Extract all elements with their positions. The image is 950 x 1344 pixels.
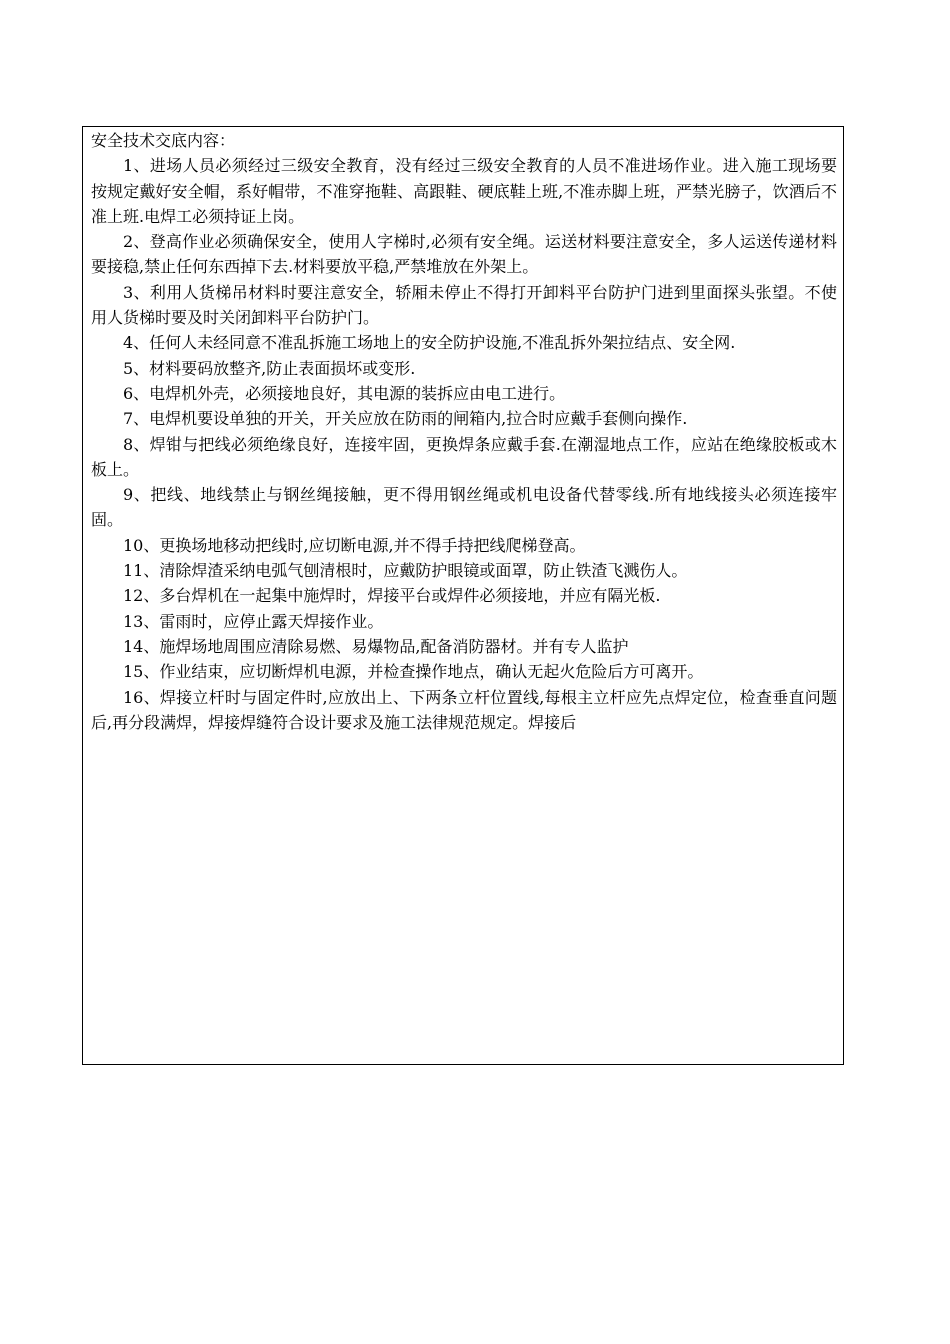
rule-item-12: 12、多台焊机在一起集中施焊时，焊接平台或焊件必须接地，并应有隔光板. xyxy=(123,586,661,606)
rule-item-1: 1、进场人员必须经过三级安全教育，没有经过三级安全教育的人员不准进场作业。进入施工现场要按规定戴好安全帽，系好帽带，不准穿拖鞋、高跟鞋、硬底鞋上班,不准赤脚上班，严禁光膀子，饮酒后不准上班.电焊工必须持证上岗。 xyxy=(91,156,837,226)
rule-item-10: 10、更换场地移动把线时,应切断电源,并不得手持把线爬梯登高。 xyxy=(123,535,586,555)
rule-item-5: 5、材料要码放整齐,防止表面损坏或变形. xyxy=(123,358,416,378)
safety-disclosure-content xyxy=(91,128,837,735)
content-heading: 安全技术交底内容： xyxy=(91,131,236,150)
rule-item-2: 2、登高作业必须确保安全，使用人字梯时,必须有安全绳。运送材料要注意安全，多人运送传递材料要接稳,禁止任何东西掉下去.材料要放平稳,严禁堆放在外架上。 xyxy=(91,232,837,277)
rule-item-7: 7、电焊机要设单独的开关，开关应放在防雨的闸箱内,拉合时应戴手套侧向操作. xyxy=(123,409,688,429)
safety-disclosure-box xyxy=(82,126,844,1065)
rule-item-15: 15、作业结束，应切断焊机电源，并检查操作地点，确认无起火危险后方可离开。 xyxy=(123,662,704,682)
rule-item-16: 16、焊接立杆时与固定件时,应放出上、下两条立杆位置线,每根主立杆应先点焊定位，检查垂直问题后,再分段满焊，焊接焊缝符合设计要求及施工法律规范规定。焊接后 xyxy=(91,687,837,732)
rule-item-8: 8、焊钳与把线必须绝缘良好，连接牢固，更换焊条应戴手套.在潮湿地点工作，应站在绝缘胶板或木板上。 xyxy=(91,434,837,479)
rule-item-3: 3、利用人货梯吊材料时要注意安全，轿厢未停止不得打开卸料平台防护门进到里面探头张望。不使用人货梯时要及时关闭卸料平台防护门。 xyxy=(91,282,837,328)
rule-item-9: 9、把线、地线禁止与钢丝绳接触，更不得用钢丝绳或机电设备代替零线.所有地线接头必须连接牢固。 xyxy=(91,485,837,530)
rule-item-11: 11、清除焊渣采纳电弧气刨清根时，应戴防护眼镜或面罩，防止铁渣飞溅伤人。 xyxy=(123,561,688,581)
rule-item-13: 13、雷雨时，应停止露天焊接作业。 xyxy=(123,611,384,631)
rule-item-14: 14、施焊场地周围应清除易燃、易爆物品,配备消防器材。并有专人监护 xyxy=(123,636,629,656)
rule-item-4: 4、任何人未经同意不准乱拆施工场地上的安全防护设施,不准乱拆外架拉结点、安全网. xyxy=(123,333,736,353)
rule-item-6: 6、电焊机外壳，必须接地良好，其电源的装拆应由电工进行。 xyxy=(123,383,566,403)
